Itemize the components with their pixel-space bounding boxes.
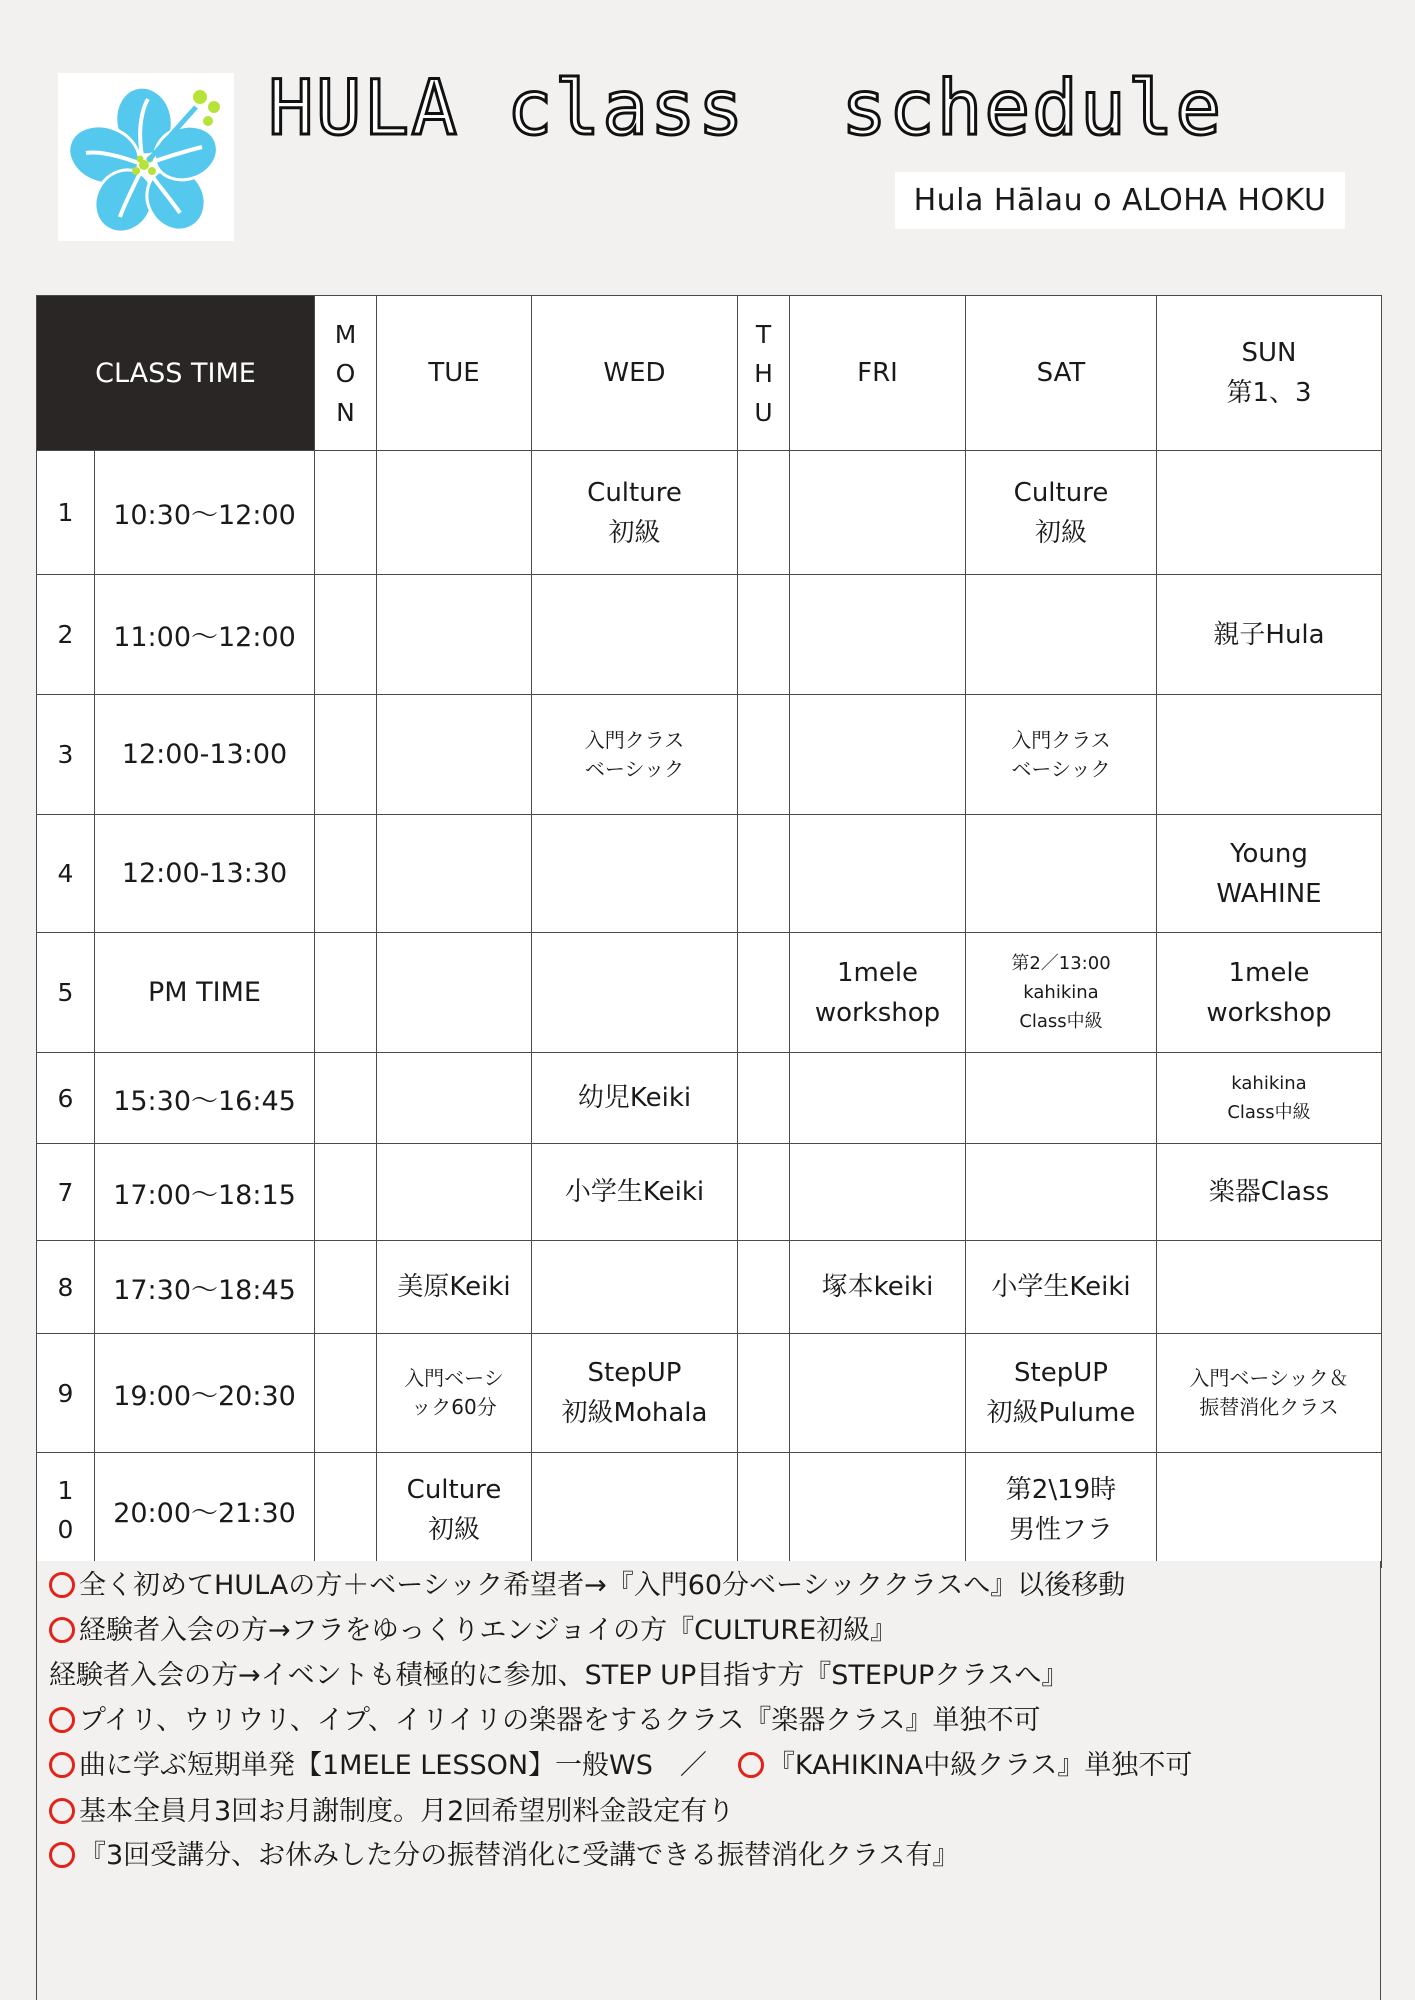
class-cell-sat (966, 695, 1157, 815)
red-circle-icon (49, 1752, 75, 1778)
text-line: WAHINE (1216, 878, 1322, 909)
row-number (37, 1241, 95, 1334)
text-line: Culture (587, 477, 682, 508)
class-cell-mon (315, 575, 377, 695)
table-row (37, 933, 1382, 1053)
class-cell-fri (790, 1241, 966, 1334)
note-text: プイリ、ウリウリ、イプ、イリイリの楽器をするクラス『楽器クラス』単独不可 (79, 1705, 1041, 1736)
text-line: StepUP (1014, 1358, 1108, 1388)
note-line (49, 1748, 1192, 1784)
note-text: 経験者入会の方→フラをゆっくりエンジョイの方『CULTURE初級』 (79, 1615, 898, 1646)
class-cell-thu (738, 451, 790, 575)
text-line: 小学生Keiki (564, 1177, 705, 1207)
class-cell-tue (377, 1453, 532, 1568)
class-cell-mon (315, 1144, 377, 1241)
row-number (37, 1453, 95, 1568)
red-circle-icon (49, 1842, 75, 1868)
header-class-time: CLASS TIME (37, 296, 315, 451)
text-line: 1mele (836, 957, 919, 988)
class-cell-sun (1157, 933, 1382, 1053)
class-cell-wed (532, 933, 738, 1053)
class-cell-sun (1157, 1241, 1382, 1334)
class-cell-sun (1157, 695, 1382, 815)
class-cell-fri (790, 1144, 966, 1241)
text-line: 入門クラス (584, 727, 685, 752)
class-cell-mon (315, 815, 377, 933)
text-line: ック60分 (411, 1395, 497, 1419)
class-time-cell: 12:00-13:00 (95, 695, 315, 815)
class-cell-sun (1157, 451, 1382, 575)
text-line: 入門ベーシック＆ (1189, 1366, 1349, 1390)
text-line: SUN (1241, 338, 1297, 368)
note-line (49, 1613, 897, 1649)
class-cell-wed (532, 575, 738, 695)
table-row (37, 1334, 1382, 1453)
page-title: HULA class schedule (268, 63, 1224, 152)
header-row (37, 296, 1382, 451)
text-line: workshop (1206, 997, 1332, 1028)
notes-section (36, 1561, 1381, 2000)
text-line: 3 (57, 740, 74, 769)
text-line: 0 (57, 1515, 74, 1544)
text-line: 親子Hula (1213, 619, 1325, 650)
text-line: T (755, 319, 772, 349)
red-circle-icon (49, 1707, 75, 1733)
class-time-cell: 19:00〜20:30 (95, 1334, 315, 1453)
text-line: 9 (57, 1378, 74, 1408)
row-number (37, 695, 95, 815)
header-thu (738, 296, 790, 451)
text-line: 男性フラ (1008, 1515, 1113, 1545)
class-cell-mon (315, 1453, 377, 1568)
text-line: 第2／13:00 (1011, 953, 1111, 974)
text-line: 振替消化クラス (1199, 1395, 1339, 1419)
row-number (37, 1144, 95, 1241)
text-line: kahikina (1023, 982, 1099, 1003)
table-row (37, 1453, 1382, 1568)
class-cell-fri (790, 695, 966, 815)
text-line: Class中級 (1019, 1011, 1103, 1032)
class-time-cell: 12:00-13:30 (95, 815, 315, 933)
text-line: U (754, 397, 773, 427)
class-cell-thu (738, 1453, 790, 1568)
text-line: 美原Keiki (397, 1272, 511, 1302)
text-line: 1mele (1228, 957, 1310, 988)
header-mon (315, 296, 377, 451)
class-cell-mon (315, 933, 377, 1053)
red-circle-icon (738, 1752, 764, 1778)
header-sun (1157, 296, 1382, 451)
class-cell-thu (738, 1334, 790, 1453)
class-cell-sun (1157, 1334, 1382, 1453)
row-number (37, 933, 95, 1053)
text-line: M (334, 319, 357, 349)
table-row (37, 1053, 1382, 1144)
table-row (37, 815, 1382, 933)
note-line (49, 1703, 1040, 1739)
class-cell-wed (532, 1453, 738, 1568)
text-line: 塚本keiki (821, 1272, 934, 1302)
class-cell-sun (1157, 1453, 1382, 1568)
class-cell-sat (966, 1144, 1157, 1241)
school-name: Hula Hālau o ALOHA HOKU (913, 183, 1327, 218)
note-text: 経験者入会の方→イベントも積極的に参加、STEP UP目指す方『STEPUPクラスへ』 (49, 1660, 1069, 1691)
class-cell-fri (790, 1334, 966, 1453)
row-number (37, 1334, 95, 1453)
class-time-cell: 20:00〜21:30 (95, 1453, 315, 1568)
text-line: 1 (57, 498, 74, 527)
class-cell-sat (966, 1334, 1157, 1453)
text-line: Class中級 (1227, 1102, 1311, 1123)
row-number (37, 451, 95, 575)
class-cell-thu (738, 1241, 790, 1334)
table-row (37, 575, 1382, 695)
row-number (37, 815, 95, 933)
class-cell-sat (966, 1241, 1157, 1334)
class-cell-thu (738, 575, 790, 695)
text-line: 4 (57, 859, 74, 888)
red-circle-icon (49, 1617, 75, 1643)
class-cell-sun (1157, 575, 1382, 695)
class-cell-tue (377, 933, 532, 1053)
class-cell-tue (377, 575, 532, 695)
class-cell-sat (966, 575, 1157, 695)
note-text: 『3回受講分、お休みした分の振替消化に受講できる振替消化クラス有』 (79, 1840, 960, 1871)
class-time-cell: 11:00〜12:00 (95, 575, 315, 695)
text-line: workshop (814, 997, 941, 1028)
class-cell-sat (966, 815, 1157, 933)
text-line: 小学生Keiki (991, 1272, 1131, 1302)
class-cell-tue (377, 1241, 532, 1334)
row-number (37, 1053, 95, 1144)
class-cell-mon (315, 695, 377, 815)
school-name-box (895, 172, 1345, 229)
text-line: 初級 (427, 1515, 480, 1545)
text-line: kahikina (1231, 1073, 1307, 1094)
row-number (37, 575, 95, 695)
note-line (49, 1658, 1068, 1694)
text-line: 第1、3 (1226, 378, 1312, 408)
text-line: StepUP (587, 1358, 682, 1388)
class-cell-wed (532, 815, 738, 933)
class-cell-thu (738, 815, 790, 933)
text-line: 入門ベーシ (404, 1366, 504, 1390)
text-line: 8 (57, 1272, 74, 1302)
class-cell-thu (738, 695, 790, 815)
text-line: 初級 (608, 517, 661, 548)
table-row (37, 451, 1382, 575)
text-line: 1 (57, 1476, 74, 1505)
hibiscus-flower-icon (58, 73, 234, 241)
class-cell-mon (315, 1241, 377, 1334)
class-cell-thu (738, 933, 790, 1053)
text-line: Culture (406, 1475, 502, 1505)
class-cell-sat (966, 933, 1157, 1053)
class-cell-wed (532, 1241, 738, 1334)
text-line: H (754, 358, 773, 388)
class-time-cell: 17:00〜18:15 (95, 1144, 315, 1241)
class-time-cell: 17:30〜18:45 (95, 1241, 315, 1334)
note-line (49, 1568, 1125, 1604)
class-cell-mon (315, 1053, 377, 1144)
text-line: 第2\19時 (1005, 1475, 1117, 1505)
header-wed: WED (532, 296, 738, 451)
class-cell-fri (790, 933, 966, 1053)
class-cell-tue (377, 1144, 532, 1241)
class-time-cell: 10:30〜12:00 (95, 451, 315, 575)
class-cell-sat (966, 1453, 1157, 1568)
logo (58, 73, 234, 241)
text-line: 7 (57, 1177, 74, 1207)
note-text: 全く初めてHULAの方＋ベーシック希望者→『入門60分ベーシッククラスへ』以後移動 (79, 1570, 1126, 1601)
class-cell-fri (790, 1053, 966, 1144)
note-text: 『KAHIKINA中級クラス』単独不可 (767, 1750, 1193, 1781)
text-line: Culture (1013, 477, 1109, 508)
note-line (49, 1794, 734, 1830)
class-cell-tue (377, 1334, 532, 1453)
class-cell-sun (1157, 1053, 1382, 1144)
note-text: 曲に学ぶ短期単発【1MELE LESSON】一般WS ／ (79, 1750, 734, 1781)
class-time-cell: PM TIME (95, 933, 315, 1053)
red-circle-icon (49, 1572, 75, 1598)
text-line: 初級Mohala (561, 1398, 708, 1428)
text-line: 楽器Class (1208, 1177, 1330, 1207)
header-sat: SAT (966, 296, 1157, 451)
class-cell-wed (532, 1334, 738, 1453)
class-cell-wed (532, 1053, 738, 1144)
class-cell-fri (790, 451, 966, 575)
text-line: 6 (57, 1083, 74, 1113)
schedule-table (36, 295, 1382, 1568)
table-row (37, 1241, 1382, 1334)
header-fri: FRI (790, 296, 966, 451)
text-line: 5 (57, 978, 74, 1007)
class-cell-tue (377, 815, 532, 933)
text-line: ベーシック (584, 756, 685, 781)
text-line: 初級 (1034, 517, 1087, 548)
text-line: 入門クラス (1011, 727, 1111, 752)
class-time-cell: 15:30〜16:45 (95, 1053, 315, 1144)
table-row (37, 695, 1382, 815)
text-line: 初級Pulume (986, 1398, 1136, 1428)
table-row (37, 1144, 1382, 1241)
class-cell-fri (790, 575, 966, 695)
red-circle-icon (49, 1798, 75, 1824)
class-cell-wed (532, 1144, 738, 1241)
class-cell-sat (966, 1053, 1157, 1144)
text-line: Young (1230, 838, 1308, 869)
text-line: 2 (57, 620, 74, 649)
class-cell-sun (1157, 815, 1382, 933)
class-cell-sat (966, 451, 1157, 575)
class-cell-wed (532, 695, 738, 815)
class-cell-tue (377, 451, 532, 575)
class-cell-fri (790, 1453, 966, 1568)
text-line: N (336, 397, 355, 427)
header-tue: TUE (377, 296, 532, 451)
text-line: O (335, 358, 356, 388)
text-line: 幼児Keiki (577, 1083, 692, 1113)
text-line: ベーシック (1011, 756, 1111, 781)
class-cell-fri (790, 815, 966, 933)
class-cell-mon (315, 451, 377, 575)
class-cell-thu (738, 1144, 790, 1241)
class-cell-tue (377, 1053, 532, 1144)
note-text: 基本全員月3回お月謝制度。月2回希望別料金設定有り (79, 1796, 735, 1827)
note-line (49, 1838, 959, 1874)
class-cell-wed (532, 451, 738, 575)
class-cell-mon (315, 1334, 377, 1453)
class-cell-thu (738, 1053, 790, 1144)
class-cell-sun (1157, 1144, 1382, 1241)
class-cell-tue (377, 695, 532, 815)
